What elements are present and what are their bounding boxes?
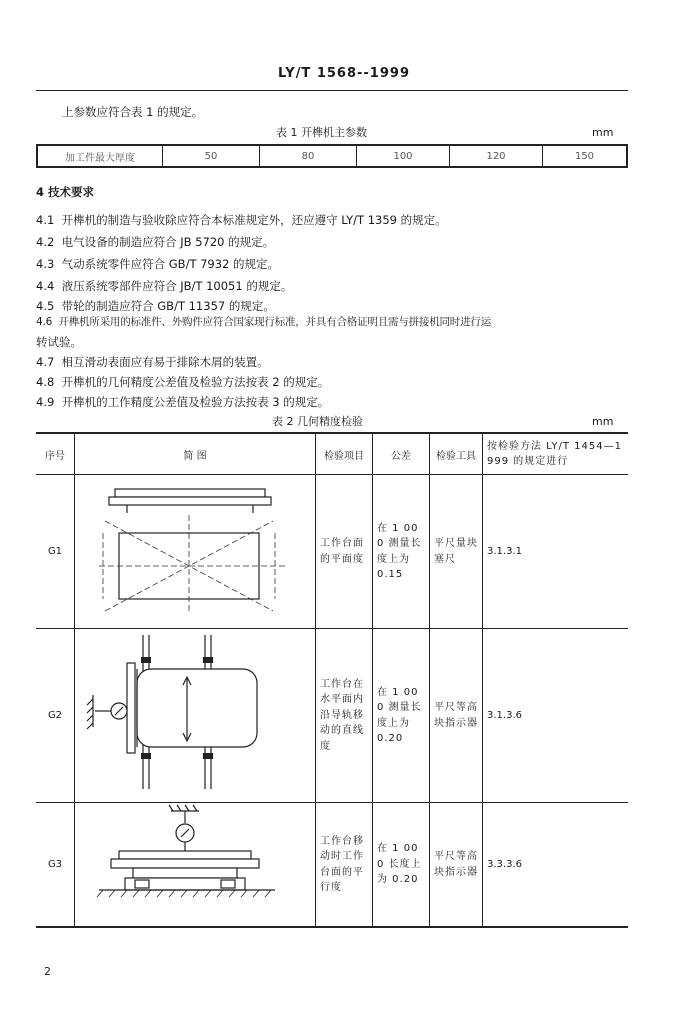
section4-title: 4 技术要求: [36, 185, 95, 199]
check-tool: 平尺等高块指示器: [430, 803, 483, 928]
check-item: 工作台移动时工作台面的平行度: [316, 803, 373, 928]
col-header-no: 序号: [36, 433, 75, 475]
col-header-method: 按检验方法 LY/T 1454—1999 的规定进行: [483, 433, 629, 475]
item-text: 电气设备的制造应符合 JB 5720 的规定。: [61, 235, 275, 249]
item-text: 气动系统零件应符合 GB/T 7932 的规定。: [61, 257, 280, 271]
col-header-tool: 检验工具: [430, 433, 483, 475]
table1-value: 150: [574, 150, 595, 162]
item-number: 4.2: [36, 235, 55, 249]
method-ref: 3.1.3.6: [483, 629, 629, 803]
item-number: 4.5: [36, 299, 55, 313]
flatness-diagram: [75, 475, 315, 625]
item-number: 4.7: [36, 355, 55, 369]
item-number: 4.4: [36, 279, 55, 293]
item-text: 液压系统零部件应符合 JB/T 10051 的规定。: [61, 279, 293, 293]
requirement-item: [36, 298, 275, 314]
table1-value: 80: [260, 145, 357, 167]
parallelism-diagram: [75, 803, 315, 923]
table1-value: 50: [163, 145, 260, 167]
requirement-item-continuation: 转试验。: [36, 335, 82, 349]
row-no: G3: [36, 803, 75, 928]
intro-text: 上参数应符合表 1 的规定。: [62, 105, 204, 119]
row-no: G1: [36, 475, 75, 629]
table2-unit: mm: [592, 415, 614, 428]
col-header-diagram: 简 图: [75, 433, 316, 475]
straightness-diagram: [75, 629, 315, 799]
table2-geometric-accuracy: [36, 432, 628, 928]
standard-number-header: LY/T 1568--1999: [278, 66, 410, 81]
item-text: 开榫机的几何精度公差值及检验方法按表 2 的规定。: [61, 375, 330, 389]
table-row: [36, 803, 628, 928]
requirement-item: [36, 394, 329, 410]
table-row: [36, 629, 628, 803]
tolerance: 在 1 000 测量长度上为 0.20: [373, 629, 430, 803]
table1-label: 加工件最大厚度: [37, 145, 163, 167]
check-item: 工作台在水平面内沿导轨移动的直线度: [316, 629, 373, 803]
item-number: 4.1: [36, 213, 55, 227]
item-number: 4.9: [36, 395, 55, 409]
table1-caption: 表 1 开榫机主参数: [276, 126, 367, 139]
check-tool: 平尺量块塞尺: [430, 475, 483, 629]
item-text: 开榫机所采用的标准件、外购件应符合国家现行标准，并具有合格证明且需与拼接机同时进行运: [58, 316, 491, 328]
requirement-item: [36, 256, 279, 272]
tolerance: 在 1 000 长度上为 0.20: [373, 803, 430, 928]
check-tool: 平尺等高块指示器: [430, 629, 483, 803]
col-header-tolerance: 公差: [373, 433, 430, 475]
item-number: 4.8: [36, 375, 55, 389]
diagram-cell: [75, 475, 316, 629]
item-text: 开榫机的制造与验收除应符合本标准规定外，还应遵守 LY/T 1359 的规定。: [61, 213, 447, 227]
table1-main-parameters: [36, 144, 628, 168]
requirement-item: [36, 314, 491, 329]
page-number: 2: [44, 965, 51, 978]
row-no: G2: [36, 629, 75, 803]
table2-caption: 表 2 几何精度检验: [272, 415, 363, 428]
diagram-cell: [75, 629, 316, 803]
tolerance: 在 1 000 测量长度上为 0.15: [373, 475, 430, 629]
requirement-item: [36, 354, 269, 370]
requirement-item: [36, 234, 274, 250]
item-text: 开榫机的工作精度公差值及检验方法按表 3 的规定。: [61, 395, 330, 409]
item-text: 相互滑动表面应有易于排除木屑的装置。: [61, 355, 269, 369]
table1-value: 120: [450, 145, 543, 167]
method-ref: 3.3.3.6: [483, 803, 629, 928]
requirement-item: [36, 278, 292, 294]
diagram-cell: [75, 803, 316, 928]
table1-value: 100: [357, 145, 450, 167]
item-number: 4.3: [36, 257, 55, 271]
method-ref: 3.1.3.1: [483, 475, 629, 629]
col-header-item: 检验项目: [316, 433, 373, 475]
item-text: 带轮的制造应符合 GB/T 11357 的规定。: [61, 299, 275, 313]
header-rule: [36, 90, 628, 91]
table1-unit: mm: [592, 126, 614, 139]
requirement-item: [36, 212, 447, 228]
requirement-item: [36, 374, 329, 390]
table-row: [36, 475, 628, 629]
check-item: 工作台面的平面度: [316, 475, 373, 629]
item-number: 4.6: [36, 316, 53, 328]
